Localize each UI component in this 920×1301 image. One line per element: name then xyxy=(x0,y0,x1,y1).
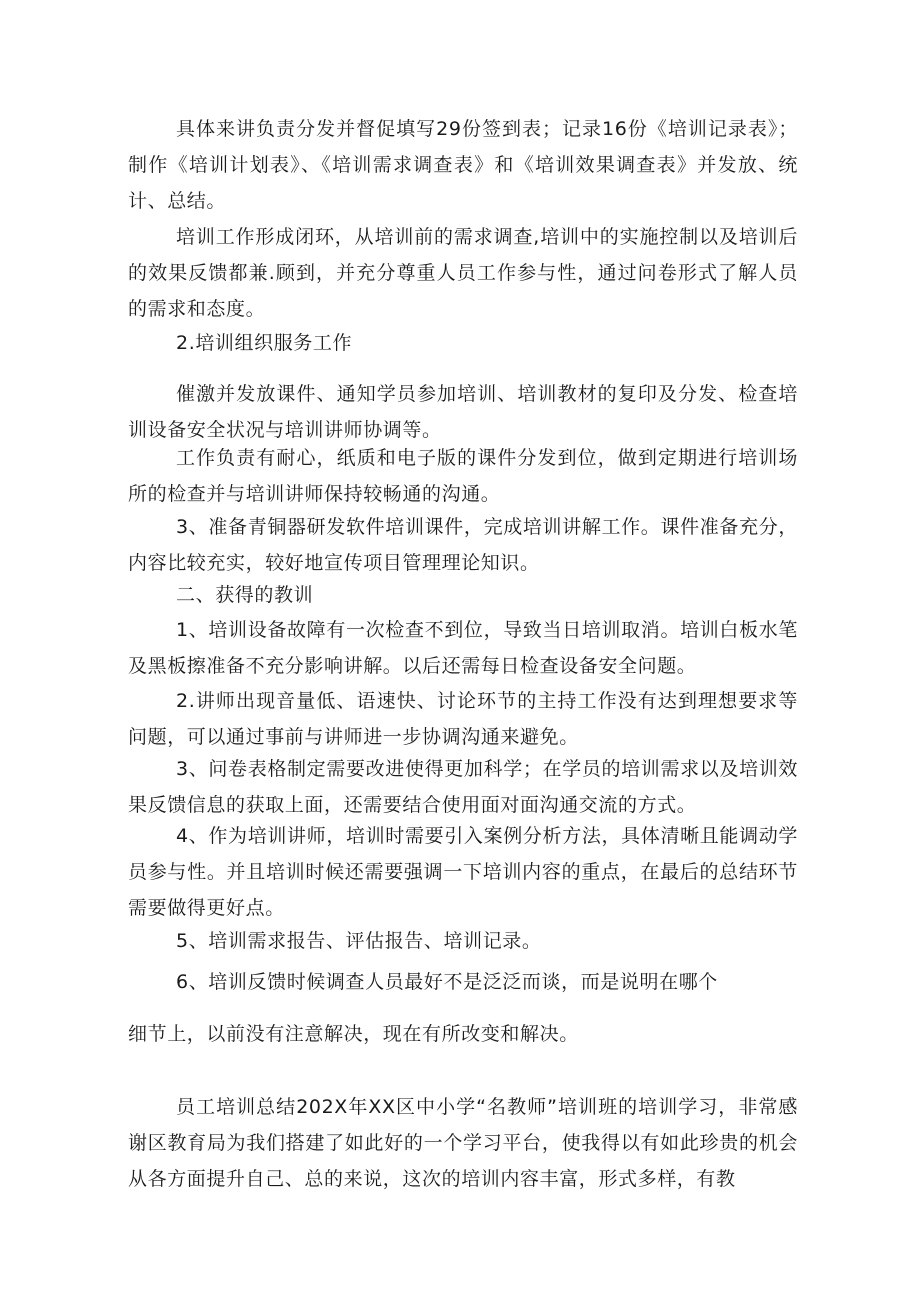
paragraph-closed-loop-training: 培训工作形成闭环，从培训前的需求调查,培训中的实施控制以及培训后的效果反馈都兼.顾到，并充分尊重人员工作参与性，通过问卷形式了解人员的需求和态度。 xyxy=(128,226,798,320)
paragraph-lesson-3: 3、问卷表格制定需要改进使得更加科学；在学员的培训需求以及培训效果反馈信息的获取上面，还需要结合使用面对面沟通交流的方式。 xyxy=(128,758,798,816)
paragraph-sign-in-records: 具体来讲负责分发并督促填写29份签到表；记录16份《培训记录表》；制作《培训计划表》、《培训需求调查表》和《培训效果调查表》并发放、统计、总结。 xyxy=(128,118,798,212)
paragraph-courseware-distribution: 催激并发放课件、通知学员参加培训、培训教材的复印及分发、检查培训设备安全状况与培训讲师协调等。 xyxy=(128,383,798,441)
paragraph-lesson-6-continued: 细节上，以前没有注意解决，现在有所改变和解决。 xyxy=(128,1023,579,1045)
paragraph-employee-training-summary: 员工培训总结202X年XX区中小学“名教师”培训班的培训学习，非常感谢区教育局为我们搭建了如此好的一个学习平台，使我得以有如此珍贵的机会从各方面提升自己、总的来说，这次的培训内容丰富，形式多样，有教 xyxy=(128,1096,798,1190)
paragraph-lesson-1: 1、培训设备故障有一次检查不到位，导致当日培训取消。培训白板水笔及黑板擦准备不充分影响讲解。以后还需每日检查设备安全问题。 xyxy=(128,619,798,677)
heading-lessons-learned: 二、获得的教训 xyxy=(176,584,314,606)
paragraph-lesson-2: 2.讲师出现音量低、语速快、讨论环节的主持工作没有达到理想要求等问题，可以通过事前与讲师进一步协调沟通来避免。 xyxy=(128,690,798,748)
paragraph-lesson-4: 4、作为培训讲师，培训时需要引入案例分析方法，具体清晰且能调动学员参与性。并且培训时候还需要强调一下培训内容的重点，在最后的总结环节需要做得更好点。 xyxy=(128,825,798,919)
paragraph-lesson-6: 6、培训反馈时候调查人员最好不是泛泛而谈，而是说明在哪个 xyxy=(176,971,718,993)
heading-training-organization-service: 2.培训组织服务工作 xyxy=(176,332,353,354)
paragraph-patient-work: 工作负责有耐心，纸质和电子版的课件分发到位，做到定期进行培训场所的检查并与培训讲师保持较畅通的沟通。 xyxy=(128,447,798,505)
paragraph-bronze-software-courseware: 3、准备青铜器研发软件培训课件，完成培训讲解工作。课件准备充分，内容比较充实，较好地宣传项目管理理论知识。 xyxy=(128,516,798,574)
paragraph-lesson-5: 5、培训需求报告、评估报告、培训记录。 xyxy=(176,930,542,952)
